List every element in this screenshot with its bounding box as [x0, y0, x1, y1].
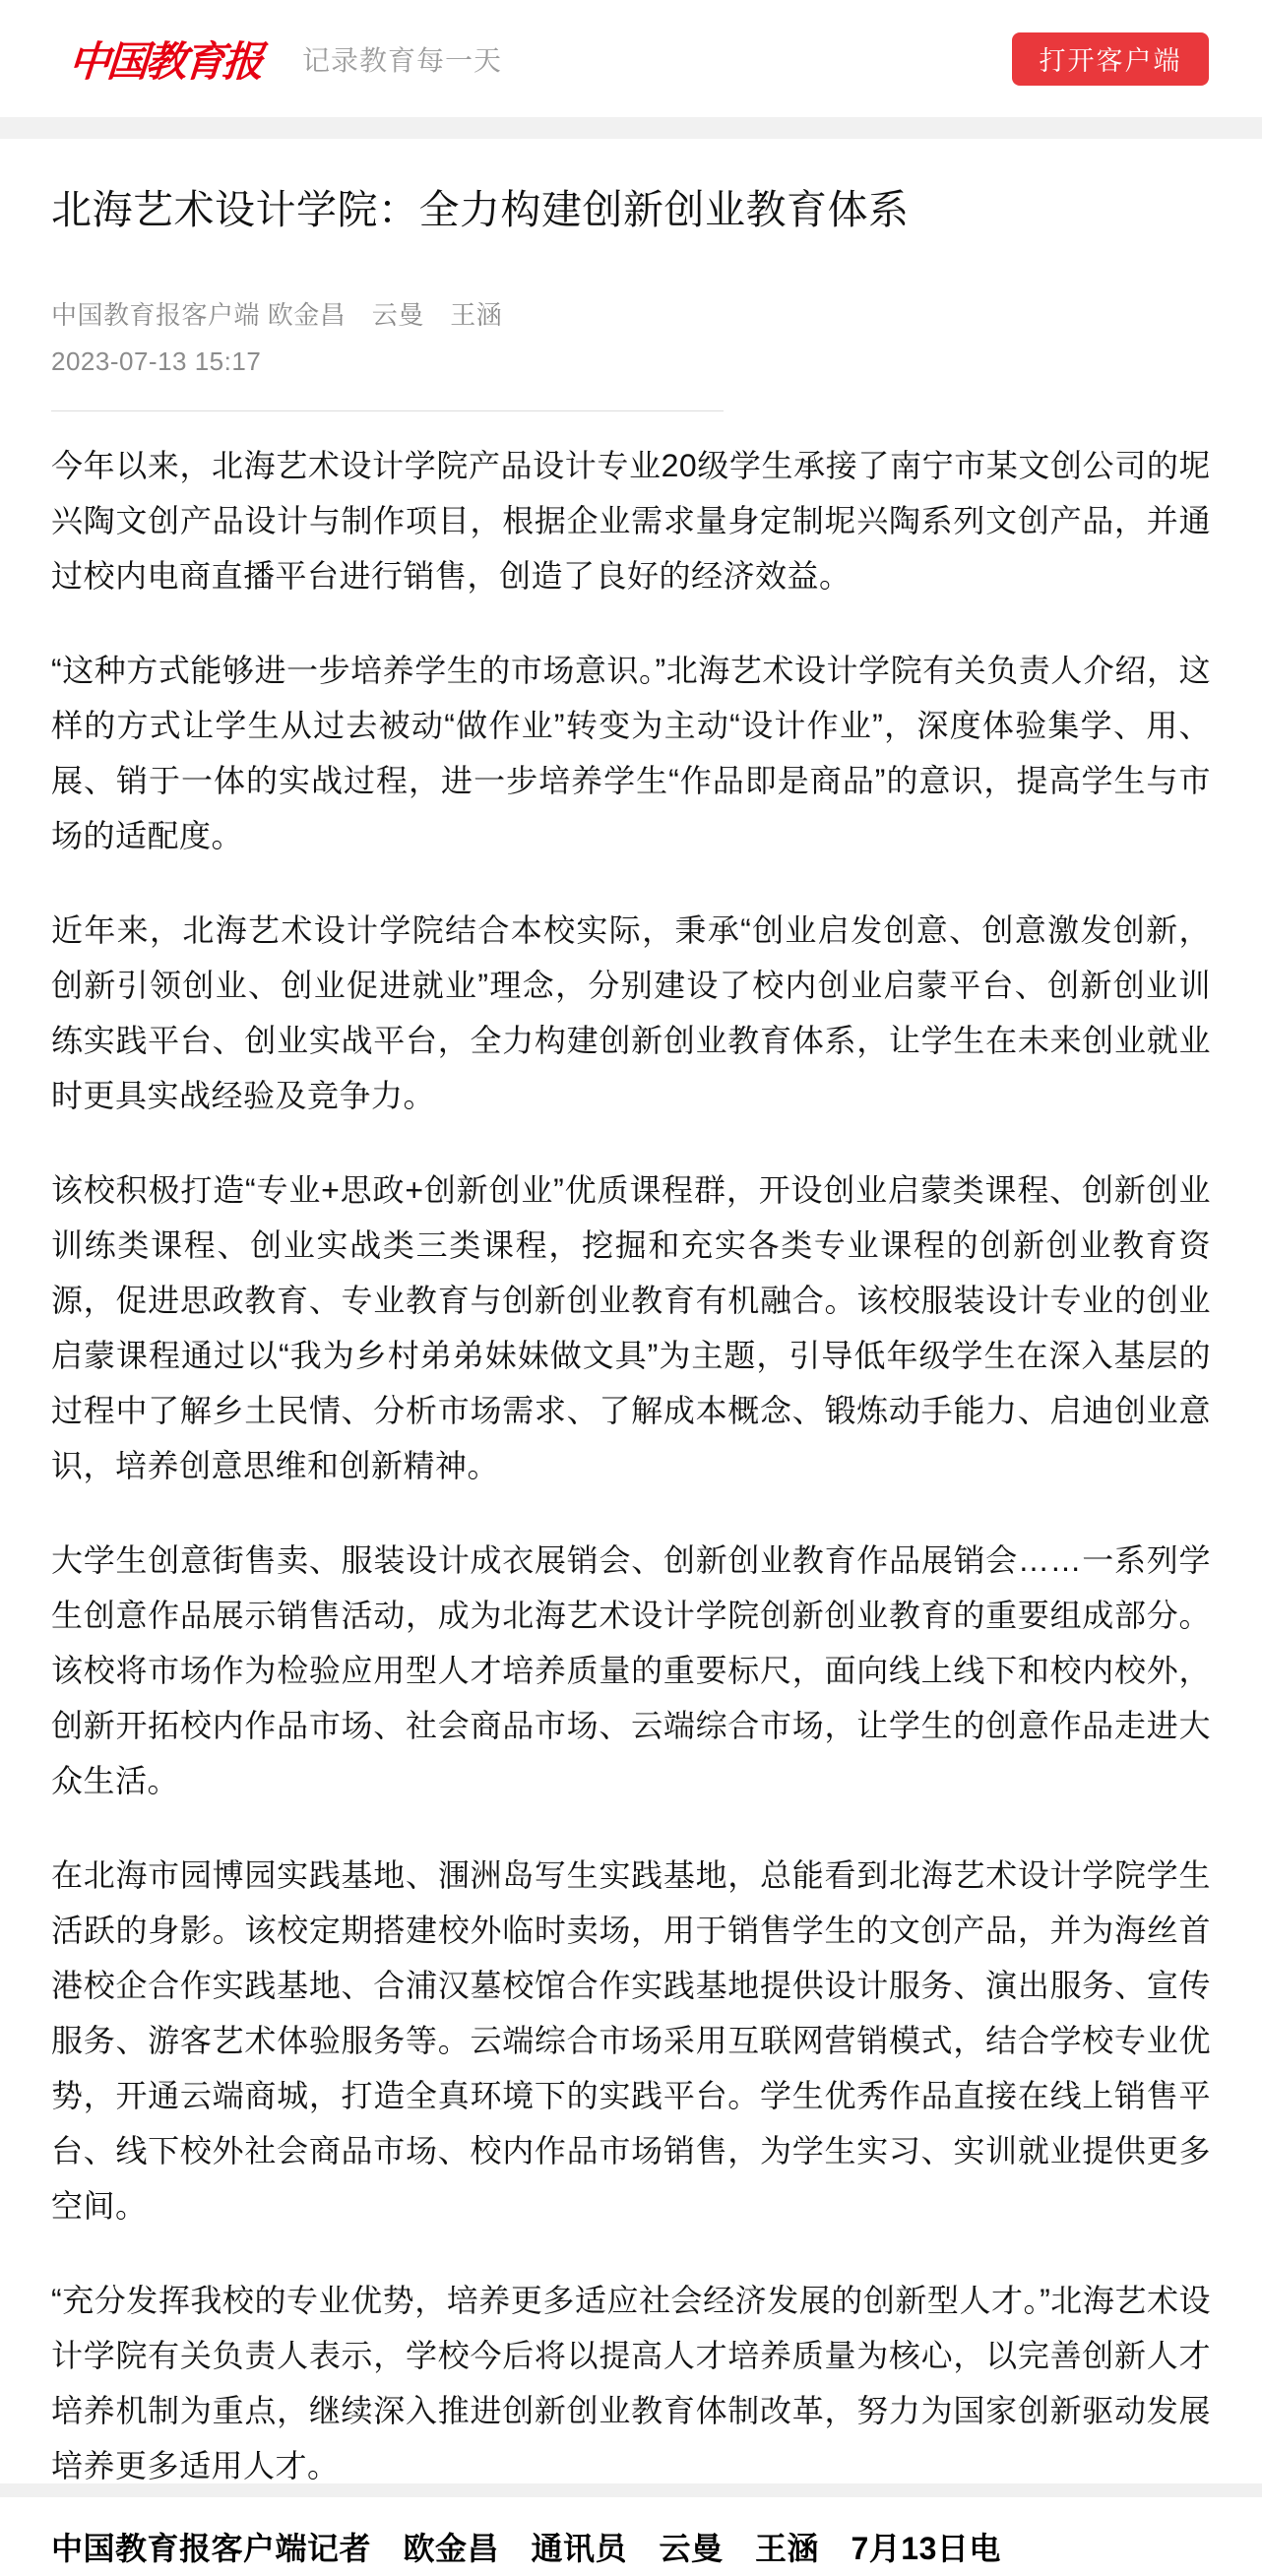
article-paragraph: 在北海市园博园实践基地、涠洲岛写生实践基地，总能看到北海艺术设计学院学生活跃的身影。该校定期搭建校外临时卖场，用于销售学生的文创产品，并为海丝首港校企合作实践基地、合浦汉墓校馆合作实践基地提供设计服务、演出服务、宣传服务、游客艺术体验服务等。云端综合市场采用互联网营销模式，结合学校专业优势，开通云端商城，打造全真环境下的实践平台。学生优秀作品直接在线上销售平台、线下校外社会商品市场、校内作品市场销售，为学生实习、实训就业提供更多空间。 [51, 1857, 1211, 2224]
article-paragraph: 今年以来，北海艺术设计学院产品设计专业20级学生承接了南宁市某文创公司的坭兴陶文创产品设计与制作项目，根据企业需求量身定制坭兴陶系列文创产品，并通过校内电商直播平台进行销售，创造了良好的经济效益。 [51, 448, 1211, 594]
article-paragraph: 近年来，北海艺术设计学院结合本校实际，秉承“创业启发创意、创意激发创新，创新引领创业、创业促进就业”理念，分别建设了校内创业启蒙平台、创新创业训练实践平台、创业实战平台，全力构建创新创业教育体系，让学生在未来创业就业时更具实战经验及竞争力。 [51, 912, 1211, 1113]
article-paragraph: “充分发挥我校的专业优势，培养更多适应社会经济发展的创新型人才。”北海艺术设计学院有关负责人表示，学校今后将以提高人才培养质量为核心，以完善创新人才培养机制为重点，继续深入推进创新创业教育体制改革，努力为国家创新驱动发展培养更多适用人才。 [51, 2283, 1211, 2483]
article-paragraph: 大学生创意街售卖、服装设计成衣展销会、创新创业教育作品展销会……一系列学生创意作品展示销售活动，成为北海艺术设计学院创新创业教育的重要组成部分。该校将市场作为检验应用型人才培养质量的重要标尺，面向线上线下和校内校外，创新开拓校内作品市场、社会商品市场、云端综合市场，让学生的创意作品走进大众生活。 [51, 1542, 1211, 1798]
article-paragraph: 该校积极打造“专业+思政+创新创业”优质课程群，开设创业启蒙类课程、创新创业训练类课程、创业实战类三类课程，挖掘和充实各类专业课程的创新创业教育资源，促进思政教育、专业教育与创新创业教育有机融合。该校服装设计专业的创业启蒙课程通过以“我为乡村弟弟妹妹做文具”为主题，引导低年级学生在深入基层的过程中了解乡土民情、分析市场需求、了解成本概念、锻炼动手能力、启迪创业意识，培养创意思维和创新精神。 [51, 1172, 1211, 1483]
open-app-button[interactable]: 打开客户端 [1012, 32, 1209, 86]
app-tagline: 记录教育每一天 [302, 44, 503, 76]
app-logo[interactable]: 中国教育报 [67, 37, 263, 85]
meta-divider [51, 410, 724, 411]
page-header [0, 0, 1262, 117]
article-meta [51, 292, 1211, 385]
article-paragraph: “这种方式能够进一步培养学生的市场意识。”北海艺术设计学院有关负责人介绍，这样的方式让学生从过去被动“做作业”转变为主动“设计作业”，深度体验集学、用、展、销于一体的实战过程，进一步培养学生“作品即是商品”的意识，提高学生与市场的适配度。 [51, 653, 1211, 853]
publish-time: 2023-07-13 15:17 [51, 346, 262, 376]
article-container [0, 182, 1262, 2576]
article-title: 北海艺术设计学院：全力构建创新创业教育体系 [51, 187, 910, 232]
footer-byline: 中国教育报客户端记者 欧金昌 通讯员 云曼 王涵 7月13日电 [51, 2531, 1001, 2566]
article-byline: 中国教育报客户端 欧金昌 云曼 王涵 [51, 300, 503, 330]
article-body [51, 438, 1211, 2493]
header-separator-band [0, 117, 1262, 139]
bottom-footer-band [0, 2483, 1262, 2497]
